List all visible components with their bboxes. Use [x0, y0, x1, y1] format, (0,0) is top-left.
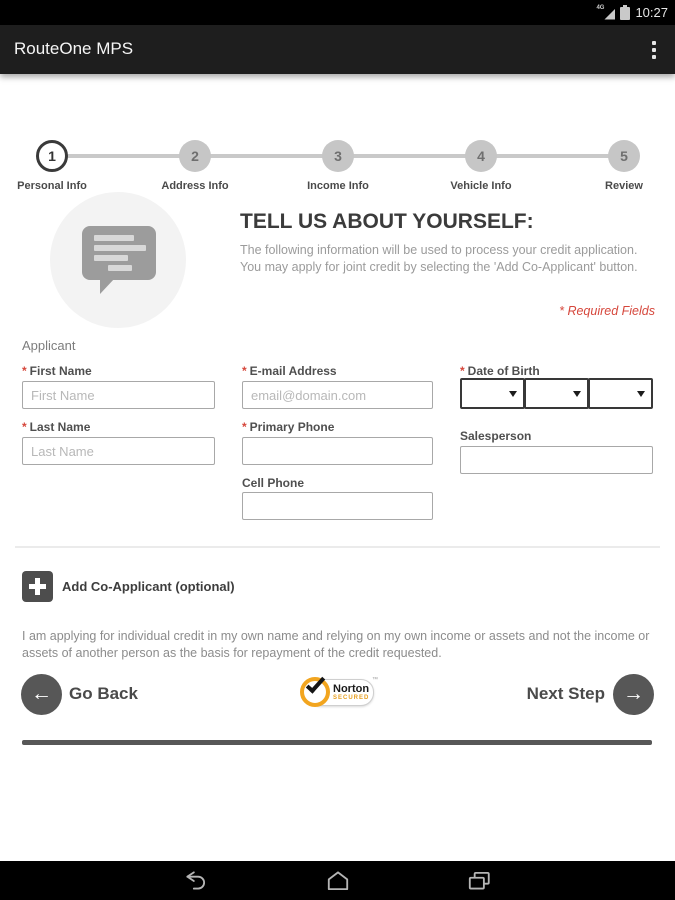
- email-input[interactable]: [242, 381, 433, 409]
- cellular-signal-icon: [596, 6, 615, 20]
- clock: 10:27: [635, 5, 668, 20]
- required-asterisk: *: [460, 364, 465, 378]
- add-co-applicant-label[interactable]: Add Co-Applicant (optional): [62, 579, 235, 594]
- speech-bubble-icon: [82, 226, 156, 280]
- trademark-symbol: ™: [372, 677, 378, 683]
- step-number: 1: [36, 140, 68, 172]
- individual-credit-disclaimer: I am applying for individual credit in my own name and relying on my own income or assets and not the income or assets of another person as the basis for repayment of the credit requested.: [22, 629, 650, 660]
- chevron-down-icon: [573, 391, 581, 397]
- required-asterisk: *: [242, 364, 247, 378]
- norton-secured-text: SECURED: [333, 695, 370, 701]
- stepper-step-review[interactable]: [564, 140, 675, 192]
- android-home-icon[interactable]: [325, 868, 351, 894]
- primary-phone-input[interactable]: [242, 437, 433, 465]
- chevron-down-icon: [637, 391, 645, 397]
- required-asterisk: *: [242, 420, 247, 434]
- arrow-left-icon: ←: [31, 682, 52, 705]
- salesperson-label: Salesperson: [460, 429, 532, 443]
- step-number: 3: [322, 140, 354, 172]
- app-title: RouteOne MPS: [14, 39, 134, 58]
- bottom-divider: [22, 740, 652, 745]
- email-label: * E-mail Address: [242, 364, 337, 378]
- salesperson-input[interactable]: [460, 446, 653, 474]
- step-label: Income Info: [307, 180, 369, 192]
- page-title: TELL US ABOUT YOURSELF:: [240, 210, 534, 233]
- add-co-applicant-button[interactable]: [22, 571, 53, 602]
- section-divider: [15, 546, 660, 548]
- stepper-step-vehicle-info[interactable]: [421, 140, 541, 192]
- applicant-section-label: Applicant: [22, 338, 76, 353]
- next-step-button[interactable]: [613, 674, 654, 715]
- chevron-down-icon: [509, 391, 517, 397]
- page-description: The following information will be used to process your credit application. You may apply for joint credit by selecting the 'Add Co-Applicant' button.: [240, 243, 638, 274]
- overflow-menu-icon[interactable]: [645, 38, 663, 62]
- cell-phone-input[interactable]: [242, 492, 433, 520]
- step-label: Personal Info: [17, 180, 87, 192]
- norton-name: Norton: [333, 683, 370, 695]
- status-bar: [0, 0, 675, 25]
- last-name-input[interactable]: [22, 437, 215, 465]
- next-step-label[interactable]: Next Step: [526, 684, 605, 703]
- step-number: 4: [465, 140, 497, 172]
- chat-illustration: [50, 192, 186, 328]
- required-asterisk: *: [22, 364, 27, 378]
- required-asterisk: *: [22, 420, 27, 434]
- date-of-birth-label: * Date of Birth: [460, 364, 540, 378]
- app-bar: [0, 25, 675, 74]
- step-label: Vehicle Info: [450, 180, 512, 192]
- date-of-birth-selects: [460, 378, 653, 409]
- go-back-label[interactable]: Go Back: [69, 684, 138, 703]
- stepper-step-income-info[interactable]: [278, 140, 398, 192]
- android-recents-icon[interactable]: [466, 868, 492, 894]
- norton-secured-seal[interactable]: [300, 674, 378, 712]
- first-name-label: * First Name: [22, 364, 92, 378]
- step-label: Review: [605, 180, 643, 192]
- first-name-input[interactable]: [22, 381, 215, 409]
- dob-month-select[interactable]: [460, 378, 525, 409]
- last-name-label: * Last Name: [22, 420, 91, 434]
- stepper-step-personal-info[interactable]: [0, 140, 112, 192]
- android-nav-bar: [0, 861, 675, 900]
- primary-phone-label: * Primary Phone: [242, 420, 335, 434]
- signal-4g-badge: 4G: [596, 4, 605, 11]
- go-back-button[interactable]: [21, 674, 62, 715]
- dob-day-select[interactable]: [524, 378, 589, 409]
- step-number: 2: [179, 140, 211, 172]
- arrow-right-icon: →: [623, 682, 644, 705]
- step-number: 5: [608, 140, 640, 172]
- cell-phone-label: Cell Phone: [242, 476, 305, 490]
- dob-year-select[interactable]: [588, 378, 653, 409]
- step-label: Address Info: [161, 180, 229, 192]
- android-back-icon[interactable]: [183, 868, 209, 894]
- stepper-step-address-info[interactable]: [135, 140, 255, 192]
- required-fields-note: * Required Fields: [559, 304, 655, 318]
- battery-icon: [620, 5, 630, 20]
